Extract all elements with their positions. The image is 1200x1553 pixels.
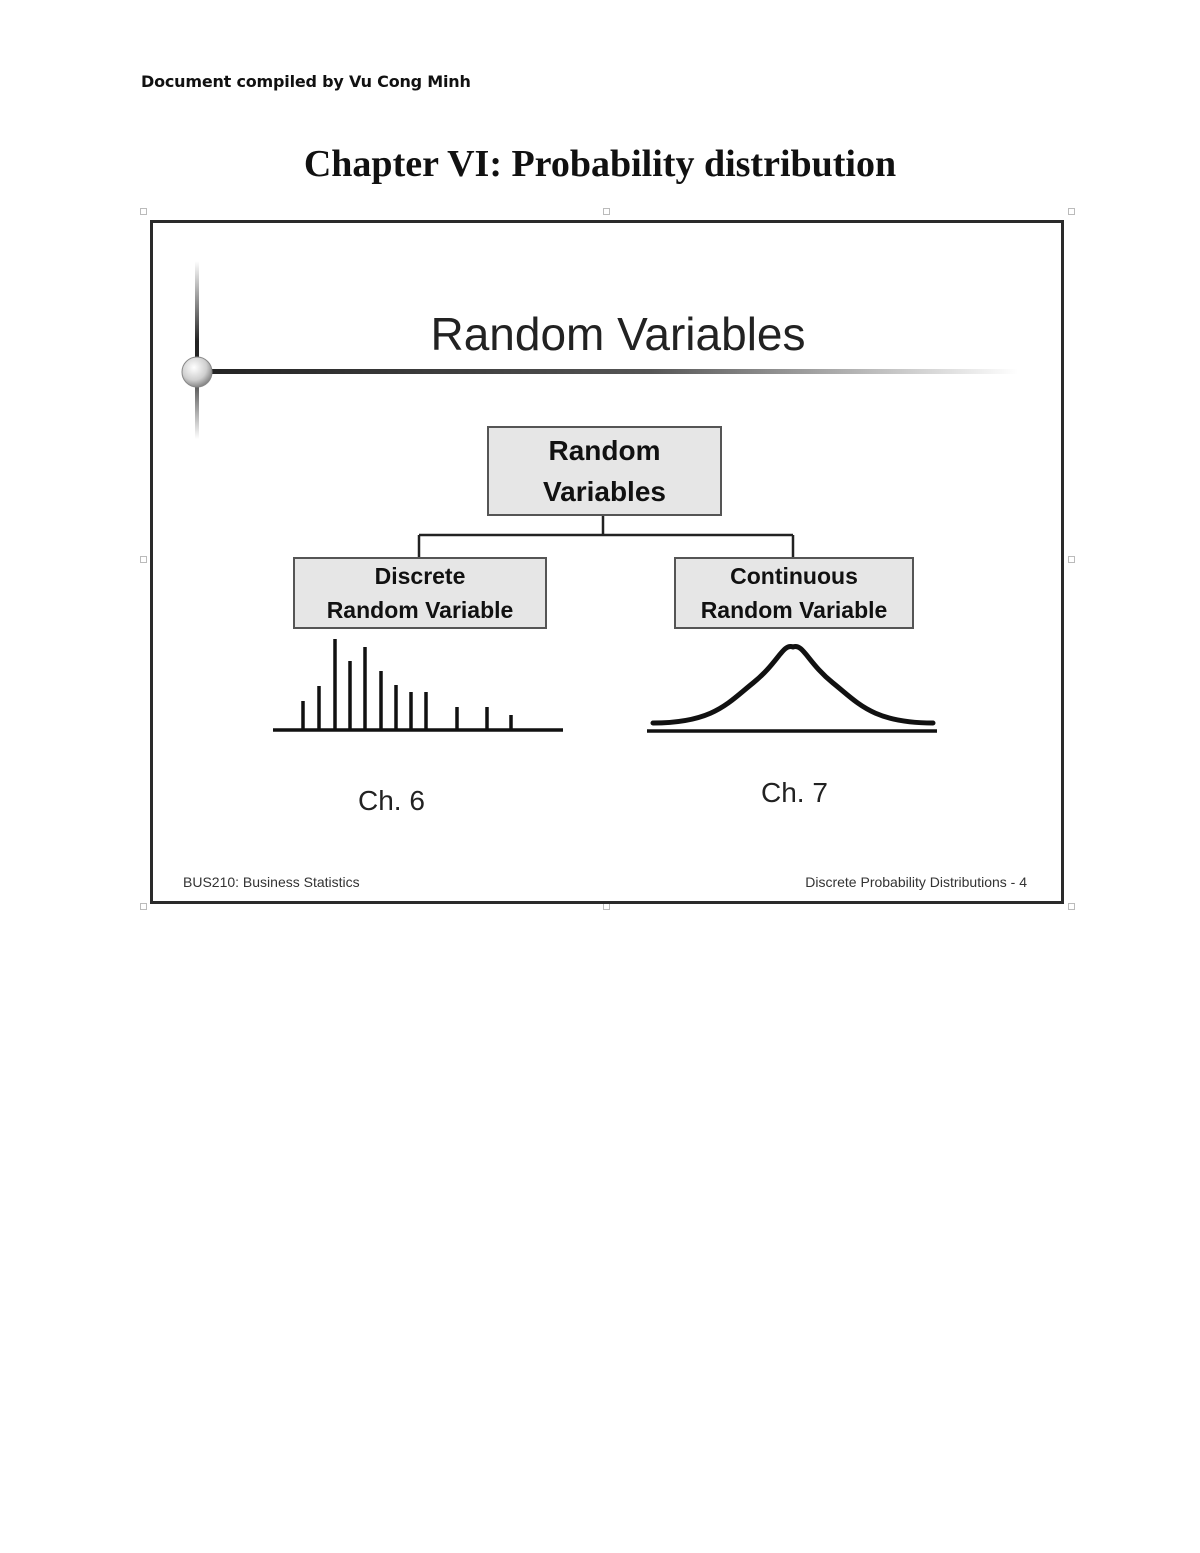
box-label: Random	[548, 435, 661, 466]
continuous-distribution-icon	[647, 646, 937, 731]
box-label: Variables	[543, 476, 666, 507]
random-variables-box	[487, 426, 722, 516]
selection-handle	[1068, 556, 1075, 563]
page-header: Document compiled by Vu Cong Minh	[141, 72, 471, 91]
slide-footer-page: Discrete Probability Distributions - 4	[805, 874, 1027, 890]
chapter-6-label: Ch. 6	[358, 785, 425, 816]
selection-handle	[1068, 903, 1075, 910]
title-rule-horizontal	[198, 369, 1018, 374]
slide-title: Random Variables	[430, 308, 806, 360]
selection-handle	[140, 903, 147, 910]
selection-handle	[140, 556, 147, 563]
discrete-random-variable-box	[293, 557, 547, 629]
selection-handle	[140, 208, 147, 215]
title-rule-vertical	[195, 261, 199, 439]
continuous-random-variable-box	[674, 557, 914, 629]
box-label: Random Variable	[326, 597, 514, 623]
selection-handle	[603, 208, 610, 215]
box-label: Continuous	[730, 563, 858, 589]
chapter-title: Chapter VI: Probability distribution	[303, 143, 897, 185]
selection-handle	[1068, 208, 1075, 215]
chapter-7-label: Ch. 7	[761, 777, 828, 808]
slide-footer-course: BUS210: Business Statistics	[183, 874, 360, 890]
box-label: Discrete	[374, 563, 466, 589]
title-rule-knob	[182, 357, 212, 387]
selection-handle	[603, 903, 610, 910]
box-label: Random Variable	[700, 597, 888, 623]
slide	[150, 220, 1064, 904]
discrete-distribution-icon	[273, 639, 563, 730]
